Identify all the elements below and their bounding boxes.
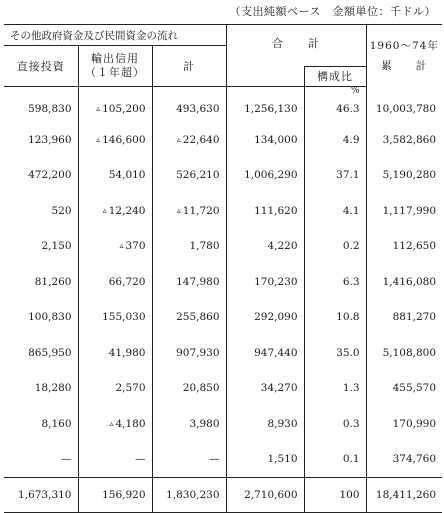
cell-ratio: [304, 300, 366, 336]
cell-value: 1,780: [189, 240, 220, 253]
cell-value: 1.3: [342, 382, 360, 395]
cell-value: 105,200: [102, 103, 146, 115]
cell-value: 5,108,800: [382, 346, 437, 359]
cell-subtotal: [152, 96, 226, 122]
cell-direct: [4, 264, 78, 300]
negative-mark-icon: ▵: [96, 134, 101, 144]
cell-direct: [4, 122, 78, 158]
cell-credit: [78, 193, 152, 229]
cell-value: 54,010: [108, 169, 146, 182]
cell-credit: [78, 158, 152, 194]
cell-cumulative: [366, 335, 442, 371]
cell-total: [226, 229, 304, 265]
cell-total: [226, 122, 304, 158]
cell-value: 0.3: [342, 417, 360, 430]
cell-subtotal: [152, 335, 226, 371]
cell-ratio: [304, 122, 366, 158]
cell-value: 46.3: [336, 103, 360, 115]
table-body: [4, 87, 442, 478]
cell-value: 455,570: [392, 382, 437, 395]
cell-value: 11,720: [182, 204, 220, 217]
cell-value: —: [61, 453, 72, 466]
table-row: [4, 264, 442, 300]
cell-total: [226, 193, 304, 229]
table-row: [4, 96, 442, 122]
cell-value: 598,830: [28, 103, 72, 115]
cell-value: 2,150: [41, 240, 72, 253]
cell-cumulative: [366, 264, 442, 300]
cell-ratio: [304, 442, 366, 478]
total-direct: 1,673,310: [4, 478, 78, 513]
cell-subtotal: [152, 229, 226, 265]
cell-value: 41,980: [108, 346, 146, 359]
table-row: [4, 406, 442, 442]
cell-total: [226, 158, 304, 194]
table-row: [4, 335, 442, 371]
cell-subtotal: [152, 371, 226, 407]
cell-value: 865,950: [28, 346, 72, 359]
table-row: [4, 158, 442, 194]
cell-value: —: [135, 453, 146, 466]
cell-cumulative: [366, 96, 442, 122]
negative-mark-icon: ▵: [176, 134, 181, 144]
totals-row: [4, 478, 442, 513]
cell-value: 146,600: [102, 133, 146, 146]
cell-value: 370: [125, 240, 146, 253]
flow-table: [4, 24, 442, 513]
col-subtotal-header: 計: [152, 46, 226, 87]
cell-credit: [78, 264, 152, 300]
cell-total: [226, 96, 304, 122]
cell-cumulative: [366, 193, 442, 229]
cell-value: 1,416,080: [382, 275, 437, 288]
negative-mark-icon: ▵: [102, 205, 107, 215]
cell-ratio: [304, 96, 366, 122]
cell-value: 0.2: [342, 240, 360, 253]
cell-value: 1,117,990: [382, 204, 437, 217]
cell-value: 6.3: [342, 275, 360, 288]
cell-subtotal: [152, 122, 226, 158]
total-total: 2,710,600: [226, 478, 304, 513]
table-row: [4, 300, 442, 336]
col-cumulative-line1: 1960〜74年: [369, 39, 439, 52]
cell-value: 155,030: [102, 311, 146, 324]
cell-direct: [4, 96, 78, 122]
cell-total: [226, 335, 304, 371]
cell-subtotal: [152, 300, 226, 336]
cell-credit: [78, 335, 152, 371]
cell-value: 4.9: [342, 133, 360, 146]
cell-value: 37.1: [336, 169, 360, 182]
negative-mark-icon: ▵: [109, 418, 114, 428]
cell-cumulative: [366, 122, 442, 158]
cell-direct: [4, 371, 78, 407]
cell-total: [226, 371, 304, 407]
cell-value: 81,260: [34, 275, 72, 288]
negative-mark-icon: ▵: [176, 205, 181, 215]
cell-credit: [78, 96, 152, 122]
cell-value: 12,240: [108, 204, 146, 217]
cell-value: 1,256,130: [244, 103, 298, 115]
cell-value: 1,006,290: [244, 169, 298, 182]
total-subtotal: 1,830,230: [152, 478, 226, 513]
total-ratio: 100: [304, 478, 366, 513]
cell-value: 10.8: [336, 311, 360, 324]
cell-subtotal: [152, 193, 226, 229]
col-cumulative-header: [366, 25, 442, 87]
cell-direct: [4, 193, 78, 229]
table-row: [4, 193, 442, 229]
cell-value: 907,930: [176, 346, 220, 359]
unit-note: （支出純額ベース 金額単位：千ドル）: [229, 5, 436, 18]
cell-value: 5,190,280: [382, 169, 437, 182]
cell-cumulative: [366, 300, 442, 336]
cell-cumulative: [366, 371, 442, 407]
cell-cumulative: [366, 442, 442, 478]
cell-total: [226, 406, 304, 442]
cell-ratio: [304, 193, 366, 229]
cell-value: 147,980: [176, 275, 220, 288]
cell-value: 1,510: [267, 453, 298, 466]
cell-value: 4.1: [342, 204, 360, 217]
cell-direct: [4, 300, 78, 336]
cell-value: 8,160: [41, 417, 72, 430]
cell-value: 100,830: [28, 311, 72, 324]
cell-value: 493,630: [176, 103, 220, 115]
cell-value: 526,210: [176, 169, 220, 182]
cell-value: 18,280: [34, 382, 72, 395]
cell-direct: [4, 442, 78, 478]
cell-value: 3,980: [189, 417, 220, 430]
table-row: [4, 229, 442, 265]
cell-subtotal: [152, 158, 226, 194]
cell-value: 0.1: [342, 453, 360, 466]
negative-mark-icon: ▵: [119, 241, 124, 251]
col-total-header: 合 計: [226, 25, 366, 67]
cell-value: 520: [51, 204, 72, 217]
cell-value: 3,582,860: [382, 133, 437, 146]
cell-credit: [78, 122, 152, 158]
cell-subtotal: [152, 264, 226, 300]
cell-value: 255,860: [176, 311, 220, 324]
cell-value: 22,640: [182, 133, 220, 146]
cell-value: 4,180: [115, 417, 146, 430]
percent-mark-row: [4, 87, 442, 97]
cell-value: —: [209, 453, 220, 466]
cell-credit: [78, 406, 152, 442]
cell-value: 34,270: [260, 382, 298, 395]
cell-value: 881,270: [392, 311, 437, 324]
cell-direct: [4, 229, 78, 265]
cell-value: 170,990: [392, 417, 437, 430]
cell-credit: [78, 229, 152, 265]
cell-value: 66,720: [108, 275, 146, 288]
cell-credit: [78, 300, 152, 336]
cell-value: 112,650: [392, 240, 437, 253]
cell-value: 947,440: [254, 346, 298, 359]
cell-direct: [4, 335, 78, 371]
cell-subtotal: [152, 406, 226, 442]
negative-mark-icon: ▵: [96, 104, 101, 113]
total-cumulative: 18,411,260: [366, 478, 442, 513]
group-header: その他政府資金及び民間資金の流れ: [4, 25, 226, 46]
cell-ratio: [304, 229, 366, 265]
percent-mark: %: [304, 87, 366, 97]
cell-value: 134,000: [254, 133, 298, 146]
table-row: [4, 122, 442, 158]
cell-ratio: [304, 335, 366, 371]
total-credit: 156,920: [78, 478, 152, 513]
cell-direct: [4, 158, 78, 194]
col-direct-header: 直接投資: [4, 46, 78, 87]
col-ratio-header: 構成比: [304, 66, 366, 87]
cell-value: 374,760: [392, 453, 437, 466]
cell-value: 10,003,780: [375, 103, 437, 115]
cell-value: 111,620: [254, 204, 298, 217]
cell-value: 8,930: [267, 417, 298, 430]
cell-ratio: [304, 371, 366, 407]
cell-subtotal: [152, 442, 226, 478]
cell-cumulative: [366, 158, 442, 194]
cell-direct: [4, 406, 78, 442]
table-row: [4, 442, 442, 478]
cell-ratio: [304, 264, 366, 300]
cell-total: [226, 264, 304, 300]
cell-value: 170,230: [254, 275, 298, 288]
cell-cumulative: [366, 229, 442, 265]
col-credit-header: 輸出信用 （１年超）: [78, 46, 152, 87]
cell-ratio: [304, 406, 366, 442]
table-row: [4, 371, 442, 407]
cell-value: 35.0: [336, 346, 360, 359]
cell-cumulative: [366, 406, 442, 442]
cell-value: 20,850: [182, 382, 220, 395]
cell-value: 472,200: [28, 169, 72, 182]
cell-value: 123,960: [28, 133, 72, 146]
cell-value: 2,570: [115, 382, 146, 395]
cell-ratio: [304, 158, 366, 194]
cell-total: [226, 300, 304, 336]
cell-credit: [78, 371, 152, 407]
cell-credit: [78, 442, 152, 478]
cell-total: [226, 442, 304, 478]
cell-value: 292,090: [254, 311, 298, 324]
cell-value: 4,220: [267, 240, 298, 253]
col-cumulative-line2: 累 計: [381, 59, 428, 72]
